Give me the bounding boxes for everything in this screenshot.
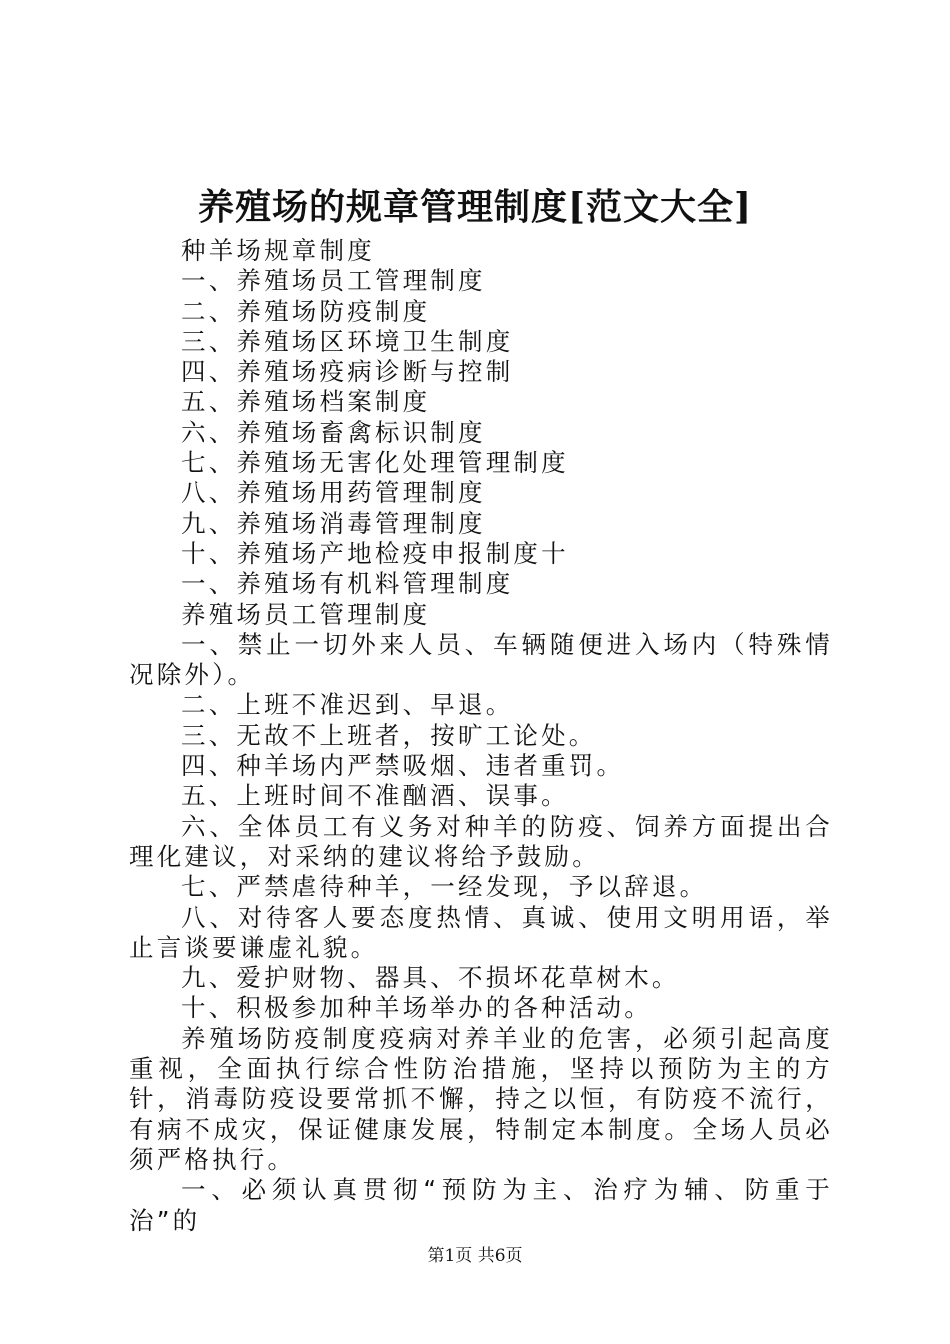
text-line: 三、养殖场区环境卫生制度 <box>181 326 514 356</box>
paragraph: 三、无故不上班者，按旷工论处。 <box>181 720 597 750</box>
paragraph: 九、爱护财物、器具、不损坏花草树木。 <box>181 963 680 993</box>
paragraph: 一、必须认真贯彻“预防为主、治疗为辅、防重于治”的 <box>129 1175 833 1235</box>
paragraph: 六、全体员工有义务对种羊的防疫、饲养方面提出合理化建议，对采纳的建议将给予鼓励。 <box>129 811 833 871</box>
paragraph: 四、种羊场内严禁吸烟、违者重罚。 <box>181 751 625 781</box>
text-line: 九、养殖场消毒管理制度 <box>181 508 486 538</box>
text-line: 一、养殖场员工管理制度 <box>181 266 486 296</box>
text-line: 四、养殖场疫病诊断与控制 <box>181 357 514 387</box>
paragraph: 八、对待客人要态度热情、真诚、使用文明用语，举止言谈要谦虚礼貌。 <box>129 902 833 962</box>
paragraph: 十、积极参加种羊场举办的各种活动。 <box>181 993 652 1023</box>
text-line: 养殖场员工管理制度 <box>181 599 431 629</box>
paragraph: 五、上班时间不准酗酒、误事。 <box>181 781 569 811</box>
paragraph: 养殖场防疫制度疫病对养羊业的危害，必须引起高度重视，全面执行综合性防治措施，坚持以预防为主的方针，消毒防疫设要常抓不懈，持之以恒，有防疫不流行，有病不成灾，保证健康发展，特制定本制度。全场人员必须严格执行。 <box>129 1023 833 1174</box>
text-line: 七、养殖场无害化处理管理制度 <box>181 448 569 478</box>
paragraph: 二、上班不准迟到、早退。 <box>181 690 514 720</box>
text-line: 种羊场规章制度 <box>181 236 375 265</box>
page-footer: 第1页 共6页 <box>427 1246 523 1266</box>
text-line: 八、养殖场用药管理制度 <box>181 478 486 508</box>
paragraph: 一、禁止一切外来人员、车辆随便进入场内（特殊情况除外）。 <box>129 629 833 690</box>
text-line: 六、养殖场畜禽标识制度 <box>181 417 486 447</box>
paragraph: 七、严禁虐待种羊，一经发现，予以辞退。 <box>181 872 708 902</box>
document-title: 养殖场的规章管理制度[范文大全] <box>197 186 753 228</box>
document-body <box>129 236 833 1236</box>
text-line: 二、养殖场防疫制度 <box>181 296 431 326</box>
text-line: 五、养殖场档案制度 <box>181 387 431 417</box>
text-line: 一、养殖场有机料管理制度 <box>181 569 514 599</box>
text-line: 十、养殖场产地检疫申报制度十 <box>181 538 569 568</box>
